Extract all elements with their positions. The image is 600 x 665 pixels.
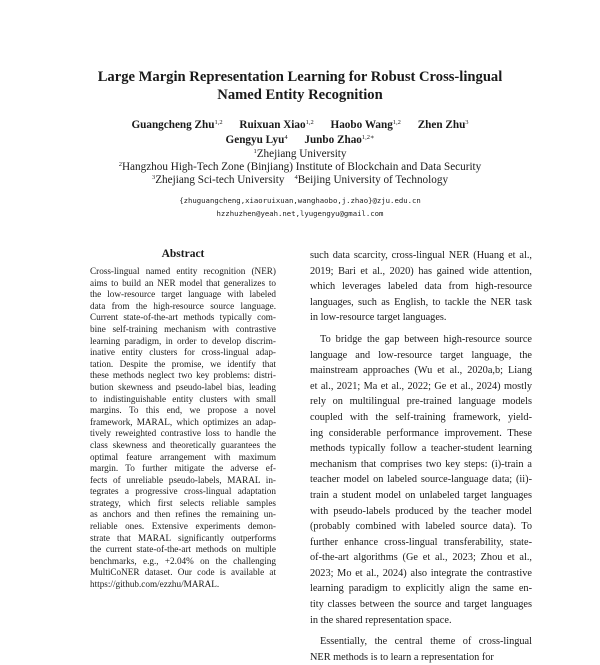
text-line: MultiCoNER dataset. Our code is available at xyxy=(90,567,276,578)
text-line: to indistinguishable entity clusters with small xyxy=(90,393,276,404)
text-line: aims to build an NER model that generalizes to xyxy=(90,277,276,288)
text-line: strate that MARAL significantly outperforms xyxy=(90,532,276,543)
email-line-2: hzzhuzhen@yeah.net,lyugengyu@gmail.com xyxy=(216,209,384,218)
text-line: (probably combined with labeled source data). To xyxy=(310,521,532,533)
text-line: of-the-art algorithms (Ge et al., 2023; Zhou et al., xyxy=(310,552,532,564)
author: Gengyu Lyu$^4$ xyxy=(225,133,288,146)
paragraph-2 xyxy=(310,332,532,628)
affiliation-3-4: $^3$Zhejiang Sci-tech University $^4$Beijing University of Technology xyxy=(151,174,449,187)
text-line: margins. To this end, we propose a novel xyxy=(90,405,276,416)
author-emails xyxy=(0,194,600,220)
author-list xyxy=(0,118,600,147)
paragraph-3 xyxy=(310,634,532,665)
text-line: such data scarcity, cross-lingual NER (Huang et al., xyxy=(310,250,532,261)
text-line: rely on multilingual pre-trained language models xyxy=(310,396,532,408)
text-line: the current state-of-the-art methods on multiple xyxy=(90,544,276,555)
author-row-2 xyxy=(0,133,600,148)
text-line: bine self-training mechanism with contrastive xyxy=(90,323,276,334)
right-column xyxy=(310,248,532,665)
author: Ruixuan Xiao$^{1,2}$ xyxy=(239,119,314,131)
text-line: class skewness and theoretically guarantees the xyxy=(90,439,276,450)
text-line: strategy, which first selects reliable samples xyxy=(90,497,276,508)
email-line-1: {zhuguangcheng,xiaoruixuan,wanghaobo,j.zhao}@zju.edu.cn xyxy=(179,196,421,205)
author-row-1 xyxy=(0,118,600,133)
text-line: learning paradigm to explicitly align the same en- xyxy=(310,583,532,595)
text-line: which leverages labeled data from high-resource xyxy=(310,281,532,293)
text-line: https://github.com/ezzhu/MARAL. xyxy=(90,579,220,590)
text-line: benchmarks, e.g., +2.04% on the challenging xyxy=(90,555,276,566)
author: Haobo Wang$^{1,2}$ xyxy=(330,119,401,131)
text-line: as anchors and then refines the remaining un- xyxy=(90,509,276,520)
author: Guangcheng Zhu$^{1,2}$ xyxy=(131,119,223,131)
text-line: To bridge the gap between high-resource source xyxy=(320,333,532,345)
text-line: tity classes between the source and target languages xyxy=(310,599,532,611)
text-line: the low-resource target language with labeled xyxy=(90,289,276,300)
abstract-body xyxy=(90,266,276,591)
affiliations xyxy=(0,148,600,188)
text-line: 2019; Bari et al., 2020) has gained wide attention, xyxy=(310,265,532,277)
text-line: train a student model on unlabeled target languages xyxy=(310,489,532,501)
text-line: learning paradigm, in order to develop discrim- xyxy=(90,335,276,346)
text-line: framework, MARAL, which optimizes an adap- xyxy=(90,416,276,427)
text-line: NER methods is to learn a representation for xyxy=(310,651,494,663)
text-line: Current state-of-the-art methods typically com- xyxy=(90,312,276,323)
text-line: bution skewness and pseudo-label bias, leading xyxy=(90,381,276,392)
author: Zhen Zhu$^3$ xyxy=(417,119,469,131)
paper-title xyxy=(0,68,600,104)
text-line: Cross-lingual named entity recognition (NER) xyxy=(90,266,276,276)
text-line: with pseudo-labels produced by the teacher model xyxy=(310,505,532,517)
text-line: mainstream approaches (Wu et al., 2020a,b; Liang xyxy=(310,365,532,377)
text-line: tation. Despite the promise, we identify that xyxy=(90,358,276,369)
abstract-heading: Abstract xyxy=(161,248,205,260)
text-line: in the shared representation space. xyxy=(310,614,452,626)
text-line: tively reweighted contrastive loss to handle the xyxy=(90,428,276,439)
text-line: coupled with the self-training framework, yield- xyxy=(310,411,532,423)
text-line: further enhance cross-lingual transferability, state- xyxy=(310,536,532,548)
text-line: 2023; Mo et al., 2024) also integrate the contrastive xyxy=(310,567,532,579)
text-line: tegrates a progressive cross-lingual adaptation xyxy=(90,486,276,497)
text-line: these methods neglect two key problems: distri- xyxy=(90,370,276,381)
text-line: data from the high-resource source language. xyxy=(90,300,276,311)
title-line-1: Large Margin Representation Learning for Robust Cross-lingual xyxy=(97,69,503,85)
text-line: mechanism that comprises two key steps: (i)-train a xyxy=(310,458,532,470)
text-line: inative entity clusters for cross-lingual adap- xyxy=(90,347,276,358)
text-line: in low-resource target languages. xyxy=(310,312,447,324)
affiliation-1: $^1$Zhejiang University xyxy=(253,148,347,160)
text-line: fects of unreliable pseudo-labels, MARAL in- xyxy=(90,474,276,485)
text-line: methods typically follow a teacher-student learning xyxy=(310,443,532,455)
text-line: reliable ones. Extensive experiments demon- xyxy=(90,521,276,532)
author: Junbo Zhao$^{1,2∗}$ xyxy=(304,133,375,146)
text-line: languages, such as English, to tackle the NER task xyxy=(310,296,532,308)
text-line: language and low-resource target language, the xyxy=(310,349,532,361)
text-line: teacher model on labeled source-language data; (ii)- xyxy=(310,474,532,486)
text-line: optimal feature arrangement with maximum xyxy=(90,451,276,462)
title-line-2: Named Entity Recognition xyxy=(217,87,383,103)
paragraph-1 xyxy=(310,248,532,326)
text-line: Essentially, the central theme of cross-lingual xyxy=(320,636,532,648)
text-line: ing considerable performance improvement. These xyxy=(310,427,532,439)
affiliation-2: $^2$Hangzhou High-Tech Zone (Binjiang) Institute of Blockchain and Data Security xyxy=(118,161,482,174)
text-line: et al., 2021; Ma et al., 2022; Ge et al., 2024) mostly xyxy=(310,380,532,392)
text-line: margin. To further mitigate the adverse ef- xyxy=(90,463,276,474)
